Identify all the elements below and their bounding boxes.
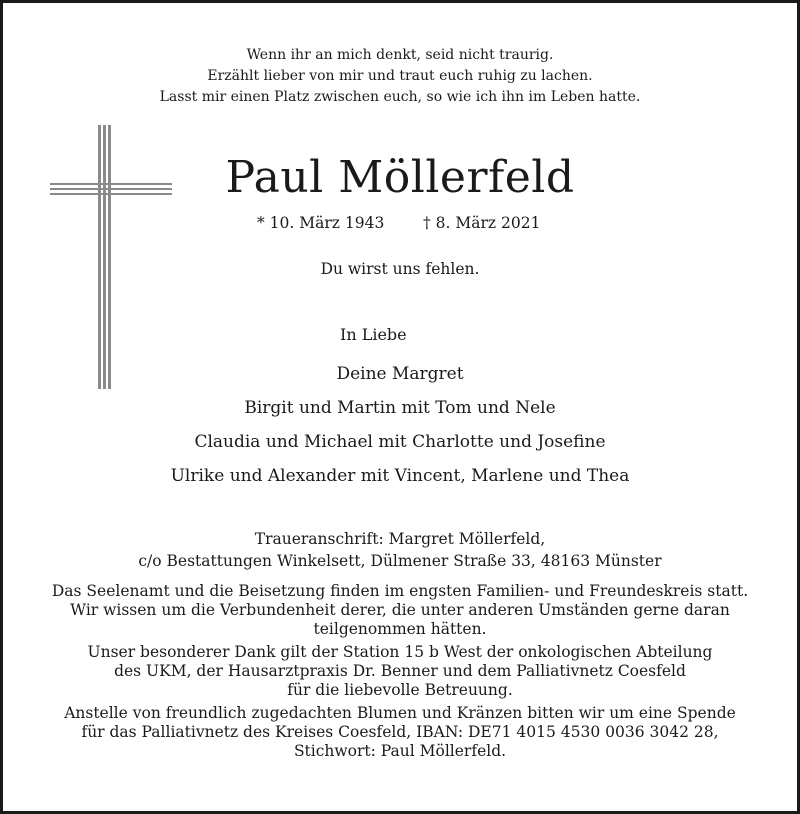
info-paragraph-donation bbox=[0, 704, 800, 761]
poem bbox=[0, 45, 800, 108]
info-line: Stichwort: Paul Möllerfeld. bbox=[293, 742, 507, 760]
birth-date: * 10. März 1943 bbox=[257, 214, 385, 232]
mourner-line: Birgit und Martin mit Tom und Nele bbox=[244, 398, 556, 418]
info-line: Wir wissen um die Verbundenheit derer, die unter anderen Umständen gerne daran bbox=[70, 601, 730, 619]
info-text bbox=[0, 582, 800, 761]
poem-line: Lasst mir einen Platz zwischen euch, so wie ich ihn im Leben hatte. bbox=[159, 89, 641, 105]
info-line: für die liebevolle Betreuung. bbox=[287, 681, 513, 699]
address-line: Traueranschrift: Margret Möllerfeld, bbox=[254, 530, 546, 548]
mourner-line: Deine Margret bbox=[336, 364, 464, 384]
farewell-text: Du wirst uns fehlen. bbox=[320, 260, 480, 278]
info-line: teilgenommen hätten. bbox=[313, 620, 487, 638]
info-line: Anstelle von freundlich zugedachten Blumen und Kränzen bitten wir um eine Spende bbox=[64, 704, 736, 722]
info-paragraph-funeral bbox=[0, 582, 800, 639]
mourning-address bbox=[0, 528, 800, 572]
info-line: des UKM, der Hausarztpraxis Dr. Benner und dem Palliativnetz Coesfeld bbox=[114, 662, 686, 680]
deceased-name: Paul Möllerfeld bbox=[225, 152, 575, 203]
poem-line: Wenn ihr an mich denkt, seid nicht traurig. bbox=[246, 47, 554, 63]
info-line: für das Palliativnetz des Kreises Coesfeld, IBAN: DE71 4015 4530 0036 3042 28, bbox=[81, 723, 719, 741]
info-line: Das Seelenamt und die Beisetzung finden im engsten Familien- und Freundeskreis statt. bbox=[51, 582, 749, 600]
poem-line: Erzählt lieber von mir und traut euch ruhig zu lachen. bbox=[207, 68, 593, 84]
address-line: c/o Bestattungen Winkelsett, Dülmener Straße 33, 48163 Münster bbox=[138, 552, 662, 570]
mourners-list bbox=[0, 357, 800, 493]
death-date: † 8. März 2021 bbox=[423, 214, 541, 232]
mourner-line: Claudia und Michael mit Charlotte und Josefine bbox=[194, 432, 606, 452]
mourner-line: Ulrike und Alexander mit Vincent, Marlene und Thea bbox=[170, 466, 630, 486]
mourners-intro: In Liebe bbox=[340, 325, 407, 344]
info-paragraph-thanks bbox=[0, 643, 800, 700]
info-line: Unser besonderer Dank gilt der Station 15 b West der onkologischen Abteilung bbox=[87, 643, 713, 661]
